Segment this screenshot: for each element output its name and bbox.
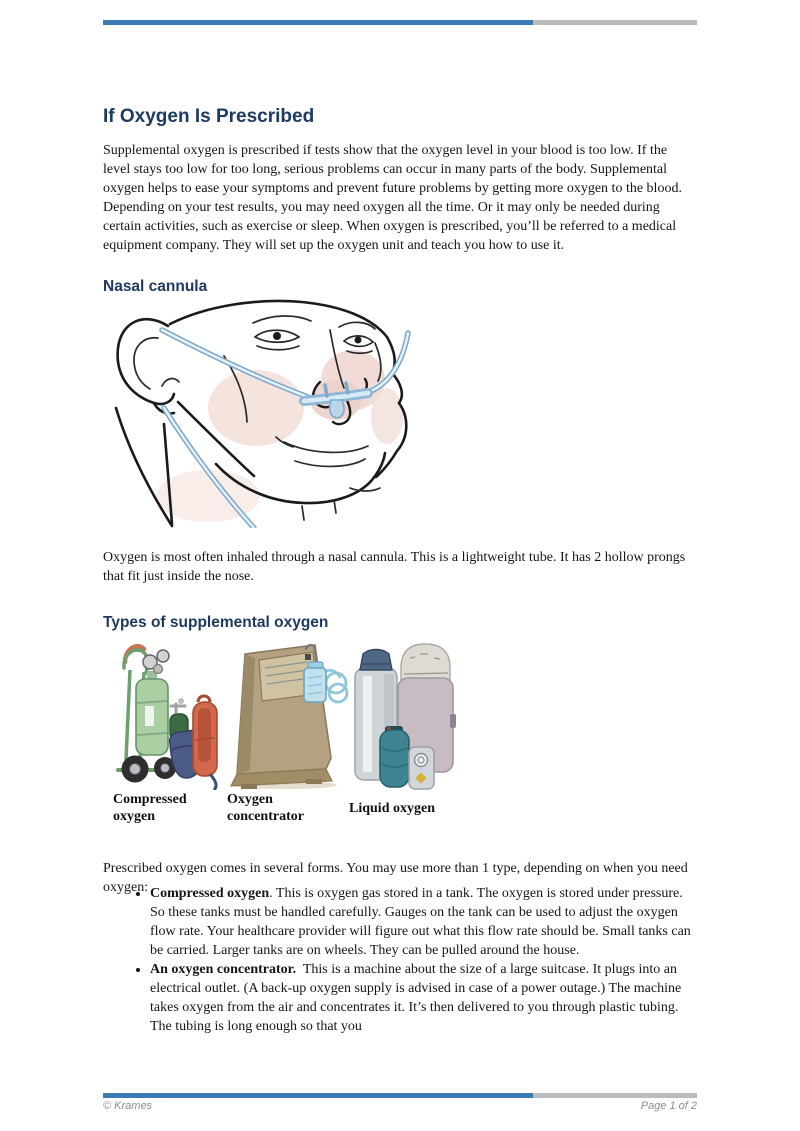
footer-copyright: © Krames xyxy=(103,1100,153,1112)
heading-types-of-oxygen: Types of supplemental oxygen xyxy=(103,613,329,631)
page-title: If Oxygen Is Prescribed xyxy=(103,105,315,127)
types-intro-paragraph: Prescribed oxygen comes in several forms. You may use more than 1 type, depending on when you need oxygen: xyxy=(103,861,688,895)
figure-label-liquid-oxygen: Liquid oxygen xyxy=(349,801,435,816)
top-rule-blue-segment xyxy=(103,20,533,25)
compressed-oxygen-cart xyxy=(118,646,217,790)
figure-label-compressed-oxygen: Compressed oxygen xyxy=(113,792,187,824)
nasal-cannula-figure xyxy=(106,296,420,533)
footer-rule-blue-segment xyxy=(103,1093,533,1098)
face-shading xyxy=(156,350,403,522)
footer-rule-bar xyxy=(103,1093,697,1098)
figure-label-oxygen-concentrator: Oxygen concentrator xyxy=(227,792,304,824)
top-rule-gray-segment xyxy=(533,20,697,25)
nasal-cannula-caption: Oxygen is most often inhaled through a nasal cannula. This is a lightweight tube. It has 2 hollow prongs that fit just inside the nose. xyxy=(103,550,686,584)
oxygen-types-list xyxy=(103,884,695,1036)
oxygen-types-illustration xyxy=(110,638,456,790)
oxygen-types-figure xyxy=(110,638,456,795)
list-item-body: This is a machine about the size of a large suitcase. It plugs into an electrical outlet. (A back-up oxygen supply is advised in case of a power outage.) The machine takes oxygen from the air and concentrates it. It’s then delivered to you through plastic tubing. The tubing is long enough so that you xyxy=(150,962,685,1034)
list-item-lead: An oxygen concentrator. xyxy=(150,962,297,977)
page-footer xyxy=(103,1100,697,1112)
heading-nasal-cannula: Nasal cannula xyxy=(103,277,208,295)
footer-page-number: Page 1 of 2 xyxy=(640,1100,697,1112)
oxygen-concentrator-machine xyxy=(231,645,347,789)
liquid-oxygen-units xyxy=(355,644,456,789)
footer-rule-gray-segment xyxy=(533,1093,697,1098)
list-item-compressed-oxygen xyxy=(150,884,695,960)
list-item-body: . This is oxygen gas stored in a tank. The oxygen is stored under pressure. So these tanks must be handled carefully. Gauges on the tank can be used to adjust the oxygen flow rate. Your healthcare provider will figure out what this flow rate should be. Small tanks can be carried. Larger tanks are on wheels. They can be pulled around the house. xyxy=(150,886,695,958)
list-item-oxygen-concentrator xyxy=(150,960,695,1036)
intro-paragraph: Supplemental oxygen is prescribed if tests show that the oxygen level in your blood is too low. If the level stays too low for too long, serious problems can occur in many parts of the body. Supplemental oxygen helps to ease your symptoms and prevent future problems by getting more oxygen to the blood. Depending on your test results, you may need oxygen all the time. Or it may only be needed during certain activities, such as exercise or sleep. When oxygen is prescribed, you’ll be referred to a medical equipment company. They will set up the oxygen unit and teach you how to use it. xyxy=(103,143,682,253)
list-item-lead: Compressed oxygen xyxy=(150,886,270,901)
nasal-cannula-illustration xyxy=(106,296,420,528)
top-rule-bar xyxy=(103,20,697,25)
